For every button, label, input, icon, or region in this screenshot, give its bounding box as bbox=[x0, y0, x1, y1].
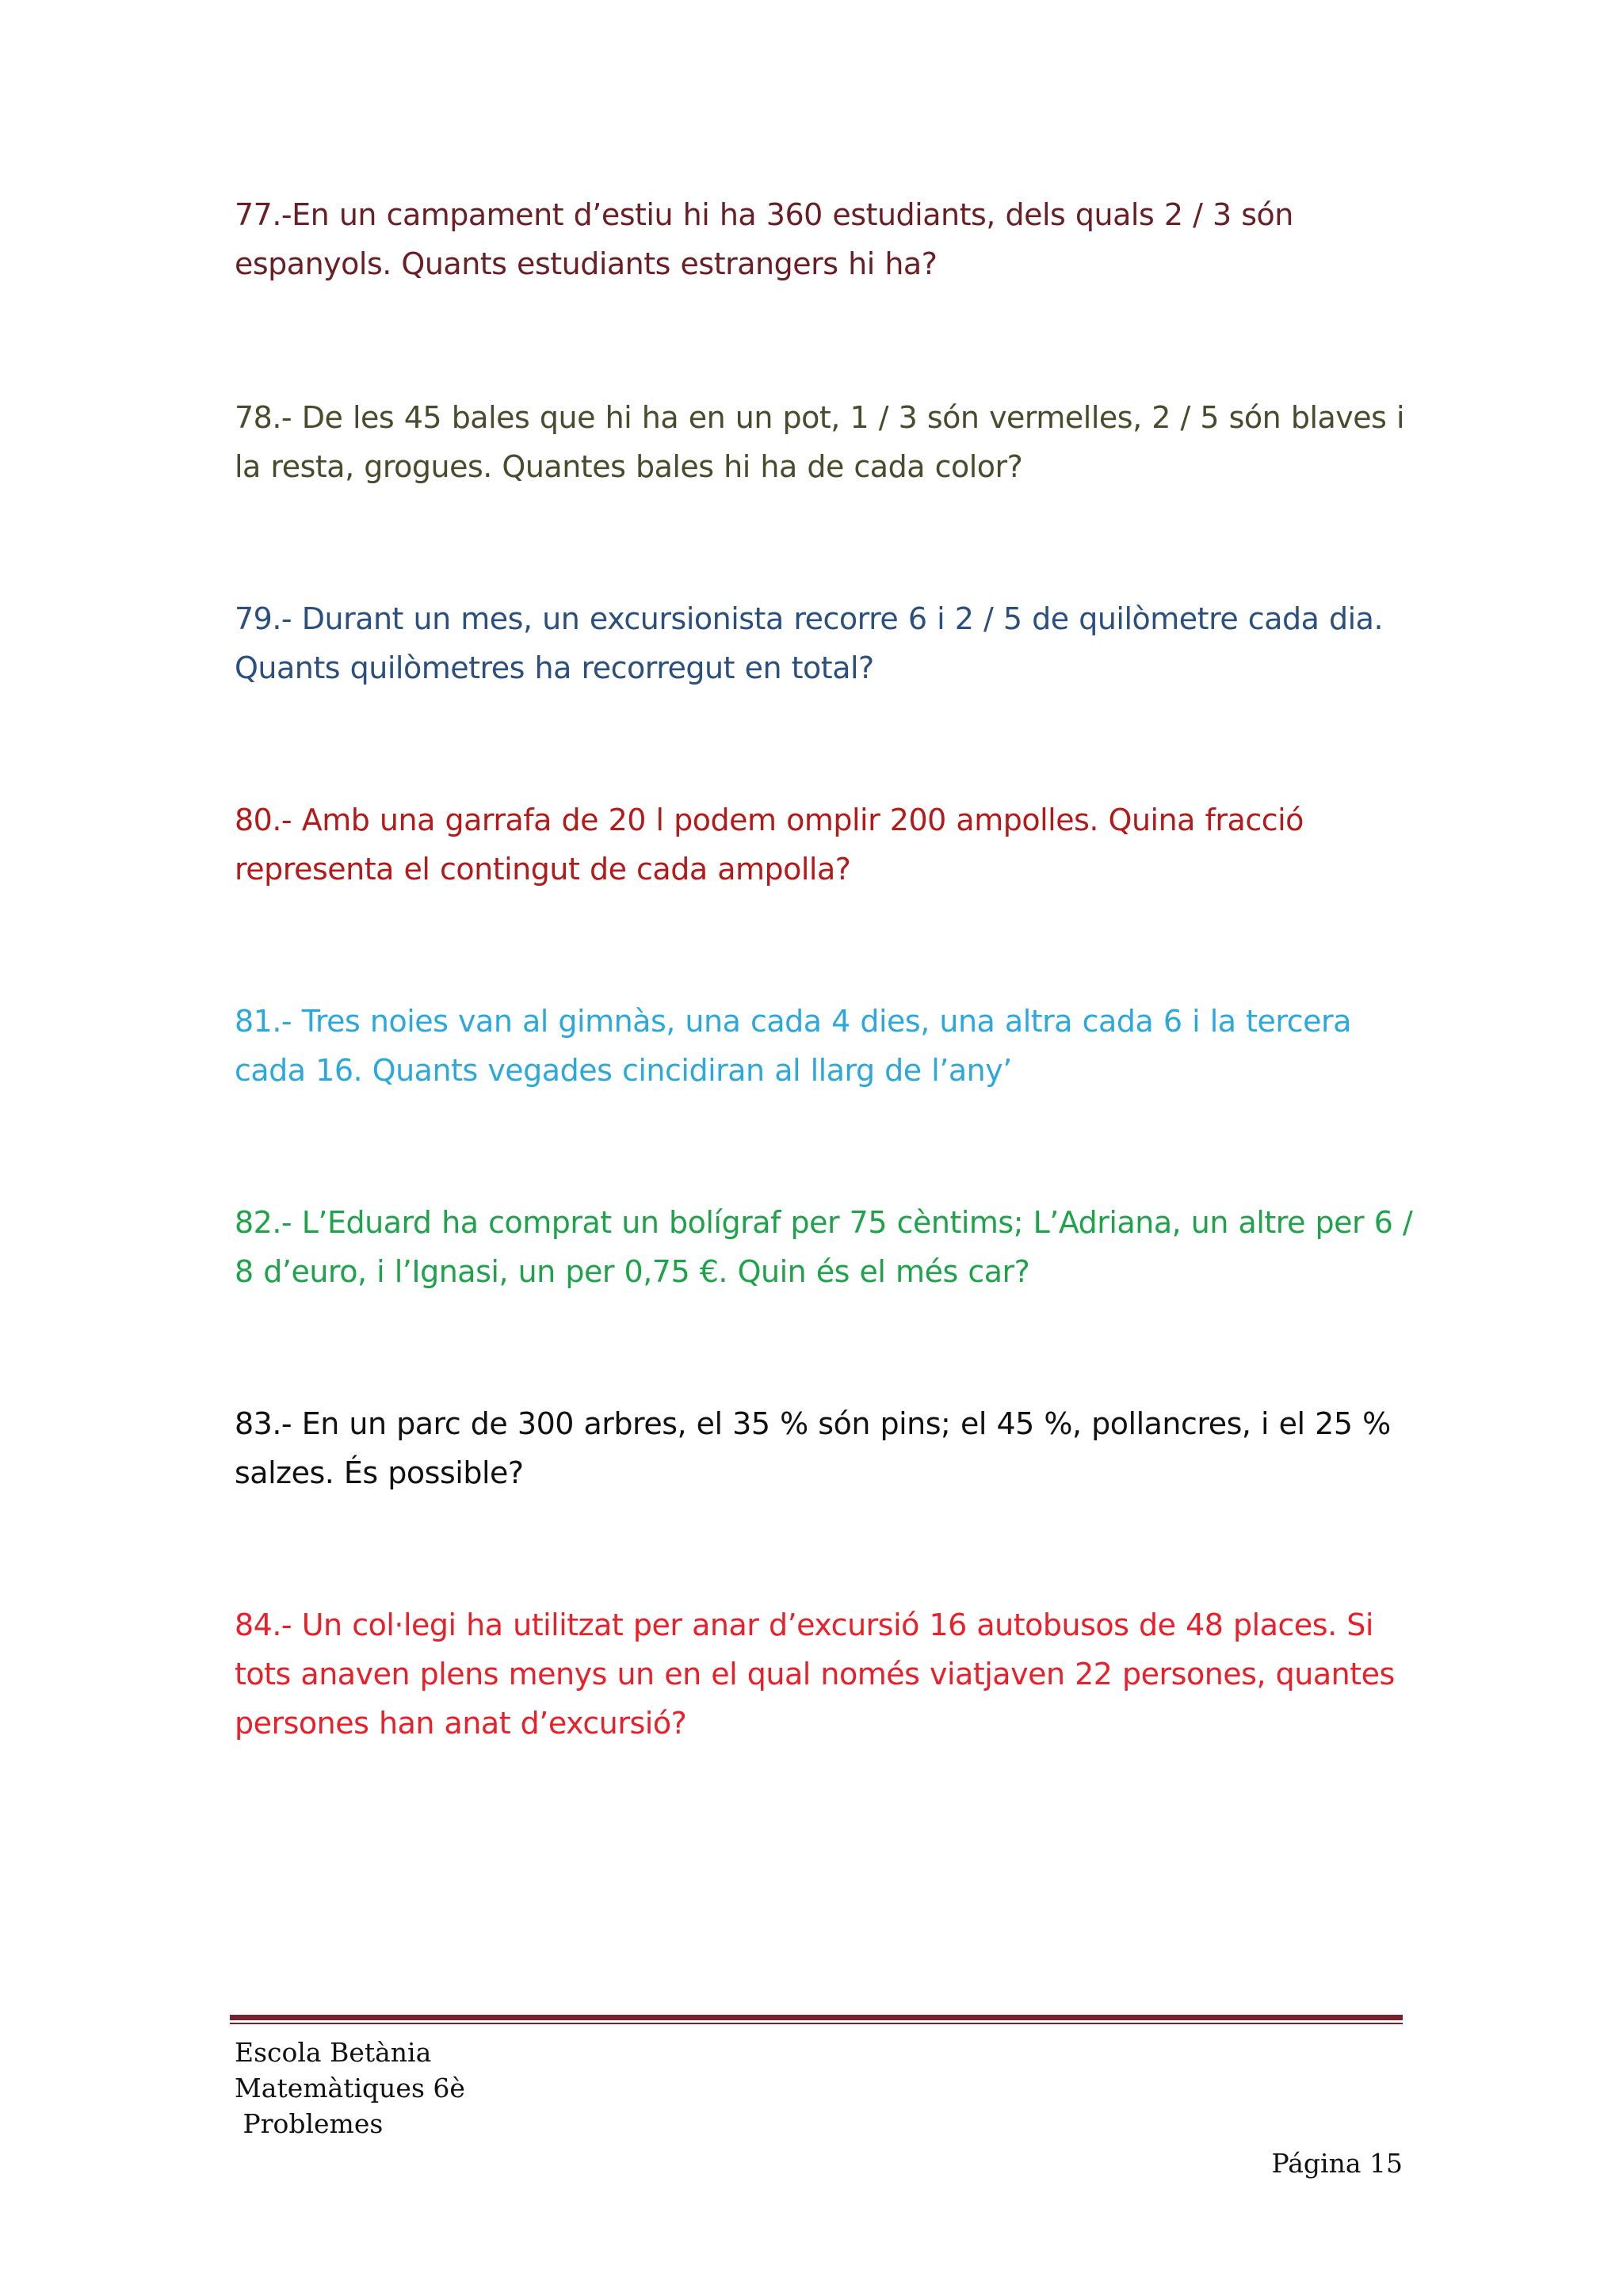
footer-subject: Matemàtiques 6è bbox=[235, 2073, 465, 2103]
footer-divider-thin bbox=[230, 2023, 1403, 2024]
problem-77: 77.-En un campament d’estiu hi ha 360 estudiants, dels quals 2 / 3 són espanyols. Quants estudiants estrangers hi ha? bbox=[235, 197, 1293, 281]
problem-82: 82.- L’Eduard ha comprat un bolígraf per 75 cèntims; L’Adriana, un altre per 6 / 8 d’euro, i l’Ignasi, un per 0,75 €. Quin és el més car? bbox=[235, 1205, 1413, 1289]
problem-80: 80.- Amb una garrafa de 20 l podem omplir 200 ampolles. Quina fracció representa el contingut de cada ampolla? bbox=[235, 803, 1304, 887]
footer-divider bbox=[230, 2015, 1403, 2026]
page-number: Página 15 bbox=[1271, 2148, 1403, 2179]
footer-section: Problemes bbox=[235, 2108, 384, 2139]
problem-78: 78.- De les 45 bales que hi ha en un pot, 1 / 3 són vermelles, 2 / 5 són blaves i la resta, grogues. Quantes bales hi ha de cada color? bbox=[235, 400, 1405, 484]
footer-divider-thick bbox=[230, 2015, 1403, 2020]
problem-79: 79.- Durant un mes, un excursionista recorre 6 i 2 / 5 de quilòmetre cada dia. Quants quilòmetres ha recorregut en total? bbox=[235, 601, 1384, 685]
footer-school: Escola Betània bbox=[235, 2037, 432, 2068]
problem-84: 84.- Un col·legi ha utilitzat per anar d’excursió 16 autobusos de 48 places. Si tots anaven plens menys un en el qual només viatjaven 22 persones, quantes persones han anat d’excursió? bbox=[235, 1608, 1395, 1741]
problem-83: 83.- En un parc de 300 arbres, el 35 % són pins; el 45 %, pollancres, i el 25 % salzes. És possible? bbox=[235, 1406, 1391, 1490]
problem-81: 81.- Tres noies van al gimnàs, una cada 4 dies, una altra cada 6 i la tercera cada 16. Quants vegades cincidiran al llarg de l’any’ bbox=[235, 1004, 1351, 1088]
footer-info bbox=[235, 2035, 465, 2142]
